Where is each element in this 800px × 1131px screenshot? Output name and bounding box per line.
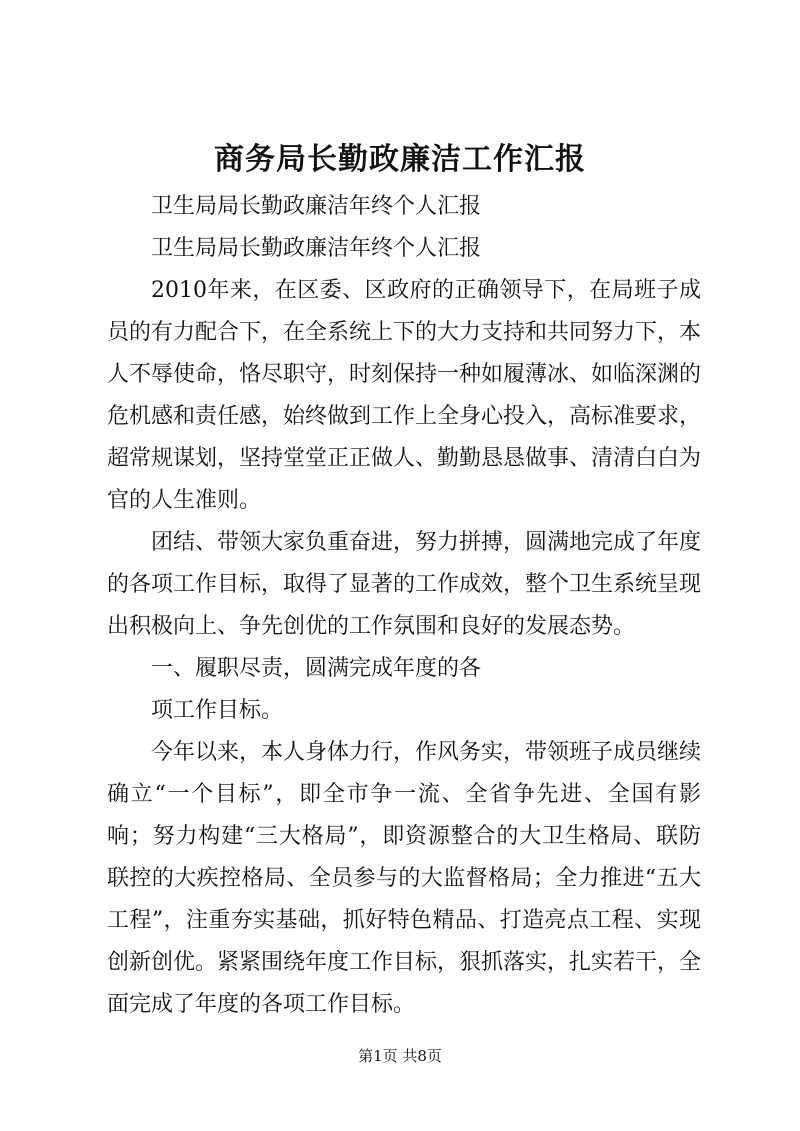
- paragraph-1: 卫生局局长勤政廉洁年终个人汇报: [151, 194, 482, 219]
- section-heading-1: 一、履职尽责，圆满完成年度的各: [151, 656, 482, 681]
- paragraph-3: 2010年来，在区委、区政府的正确领导下，在局班子成员的有力配合下，在全系统上下的大力支持和共同努力下，本人不辱使命，恪尽职守，时刻保持一种如履薄冰、如临深渊的危机感和责任感，始终做到工作上全身心投入，高标准要求，超常规谋划，坚持堂堂正正做人、勤勤恳恳做事、清清白白为官的人生准则。: [107, 278, 702, 513]
- document-body: [107, 186, 701, 1026]
- page-number-footer: 第1页 共8页: [358, 1047, 442, 1065]
- paragraph-5: 今年以来，本人身体力行，作风务实，带领班子成员继续确立“一个目标”，即全市争一流、全省争先进、全国有影响；努力构建“三大格局”，即资源整合的大卫生格局、联防联控的大疾控格局、全员参与的大监督格局；全力推进“五大工程”，注重夯实基础，抓好特色精品、打造亮点工程、实现创新创优。紧紧围绕年度工作目标，狠抓落实，扎实若干，全面完成了年度的各项工作目标。: [107, 740, 702, 1017]
- paragraph-4: 团结、带领大家负重奋进，努力拼搏，圆满地完成了年度的各项工作目标，取得了显著的工作成效，整个卫生系统呈现出积极向上、争先创优的工作氛围和良好的发展态势。: [107, 530, 702, 639]
- section-heading-1-continued: 项工作目标。: [151, 698, 284, 723]
- document-title: 商务局长勤政廉洁工作汇报: [214, 142, 586, 177]
- paragraph-2: 卫生局局长勤政廉洁年终个人汇报: [151, 236, 482, 261]
